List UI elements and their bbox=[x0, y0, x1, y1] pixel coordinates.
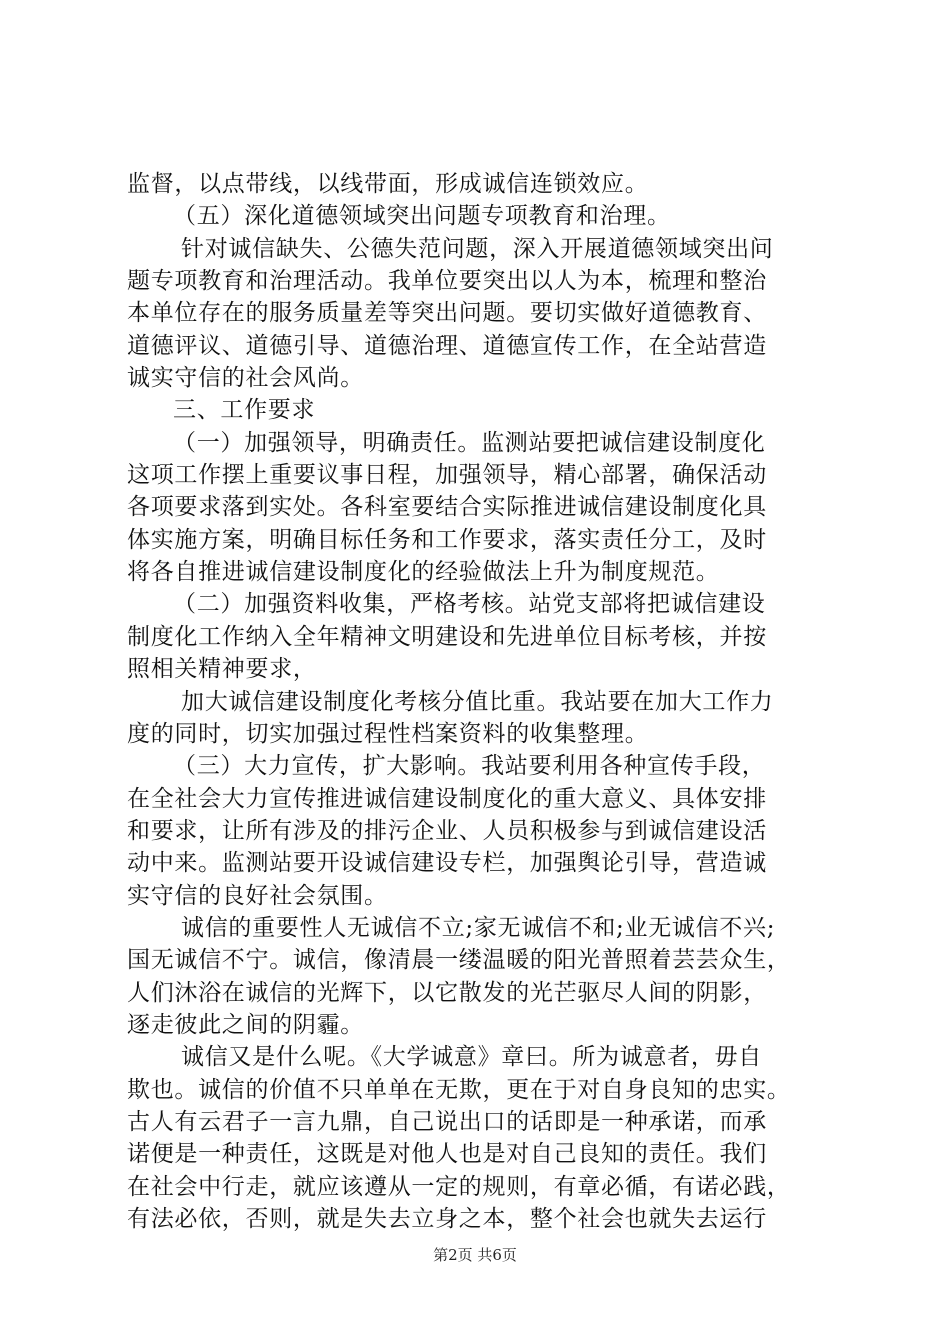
text-line: 加大诚信建设制度化考核分值比重。我站要在加大工作力 bbox=[181, 688, 774, 715]
text-line: 监督，以点带线，以线带面，形成诚信连锁效应。 bbox=[127, 171, 649, 197]
text-line: 诚信又是什么呢。《大学诚意》章曰。所为诚意者，毋自 bbox=[181, 1044, 762, 1071]
text-line: 诚实守信的社会风尚。 bbox=[127, 365, 364, 392]
text-line: （一）加强领导，明确责任。监测站要把诚信建设制度化 bbox=[173, 429, 766, 456]
text-line: 和要求，让所有涉及的排污企业、人员积极参与到诚信建设活 bbox=[127, 817, 767, 844]
text-line: 实守信的良好社会氛围。 bbox=[127, 882, 388, 909]
text-line: 将各自推进诚信建设制度化的经验做法上升为制度规范。 bbox=[127, 559, 720, 586]
text-line: 诚信的重要性人无诚信不立;家无诚信不和;业无诚信不兴; bbox=[181, 914, 776, 941]
text-line: 有法必依，否则，就是失去立身之本，整个社会也就失去运行 bbox=[127, 1206, 767, 1232]
text-line: 体实施方案，明确目标任务和工作要求，落实责任分工，及时 bbox=[127, 526, 767, 553]
text-line: 本单位存在的服务质量差等突出问题。要切实做好道德教育、 bbox=[127, 300, 767, 327]
text-line: 度的同时，切实加强过程性档案资料的收集整理。 bbox=[127, 720, 649, 747]
section-heading: 三、工作要求 bbox=[173, 397, 316, 424]
text-line: 制度化工作纳入全年精神文明建设和先进单位目标考核，并按 bbox=[127, 623, 767, 650]
section-heading: （五）深化道德领域突出问题专项教育和治理。 bbox=[173, 203, 671, 230]
text-line: 照相关精神要求， bbox=[127, 656, 317, 683]
text-line: 各项要求落到实处。各科室要结合实际推进诚信建设制度化具 bbox=[127, 494, 767, 521]
text-line: 在社会中行走，就应该遵从一定的规则，有章必循，有诺必践， bbox=[127, 1173, 791, 1200]
text-line: 国无诚信不宁。诚信，像清晨一缕温暖的阳光普照着芸芸众生， bbox=[127, 947, 791, 974]
text-line: 古人有云君子一言九鼎，自己说出口的话即是一种承诺，而承 bbox=[127, 1108, 767, 1135]
text-line: 逐走彼此之间的阴霾。 bbox=[127, 1011, 364, 1038]
text-line: 针对诚信缺失、公德失范问题，深入开展道德领域突出问 bbox=[181, 235, 774, 262]
text-line: 诺便是一种责任，这既是对他人也是对自己良知的责任。我们 bbox=[127, 1141, 767, 1168]
text-line: 题专项教育和治理活动。我单位要突出以人为本，梳理和整治 bbox=[127, 268, 767, 295]
page-number-footer: 第2页 共6页 bbox=[433, 1246, 517, 1264]
text-line: 道德评议、道德引导、道德治理、道德宣传工作，在全站营造 bbox=[127, 332, 767, 359]
text-line: 这项工作摆上重要议事日程，加强领导，精心部署，确保活动 bbox=[127, 462, 767, 489]
text-line: 在全社会大力宣传推进诚信建设制度化的重大意义、具体安排 bbox=[127, 785, 767, 812]
text-line: （三）大力宣传，扩大影响。我站要利用各种宣传手段， bbox=[173, 753, 766, 780]
text-line: （二）加强资料收集，严格考核。站党支部将把诚信建设 bbox=[173, 591, 766, 618]
text-line: 动中来。监测站要开设诚信建设专栏，加强舆论引导，营造诚 bbox=[127, 850, 767, 877]
document-body bbox=[127, 168, 843, 1235]
text-line: 人们沐浴在诚信的光辉下，以它散发的光芒驱尽人间的阴影， bbox=[127, 979, 767, 1006]
text-line: 欺也。诚信的价值不只单单在无欺，更在于对自身良知的忠实。 bbox=[127, 1076, 791, 1103]
